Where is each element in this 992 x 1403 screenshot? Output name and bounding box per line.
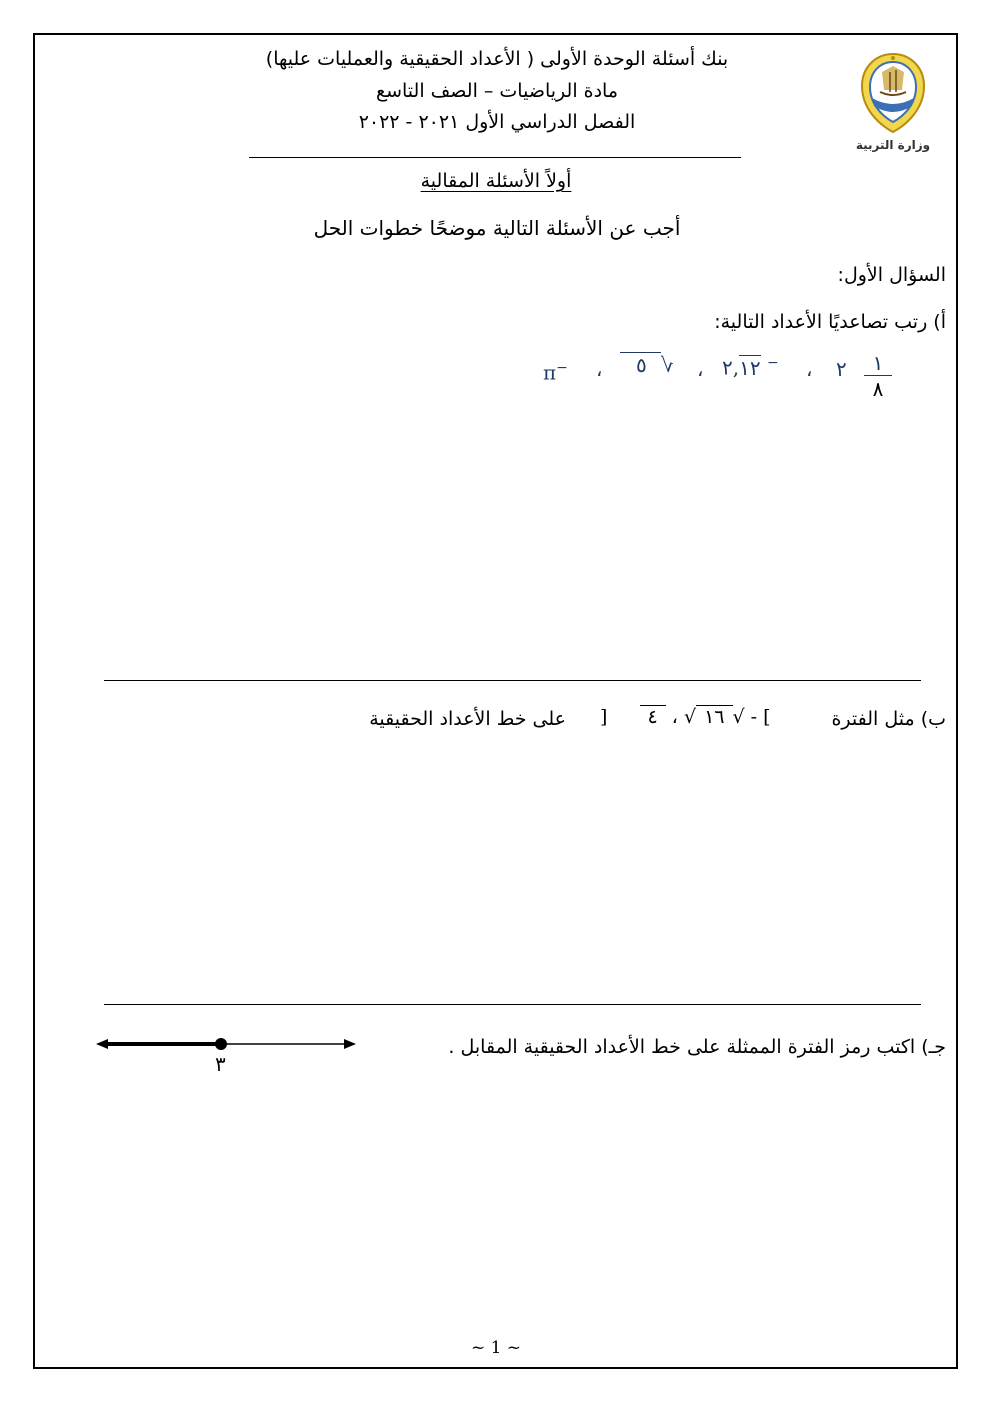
pi-symbol: π <box>543 360 557 385</box>
part-b-prompt <box>831 708 946 730</box>
interval-comma: ، <box>671 706 678 728</box>
header-title-line3: الفصل الدراسي الأول ٢٠٢١ - ٢٠٢٢ <box>358 111 636 133</box>
interval-close-bracket: ] <box>600 706 608 728</box>
sqrt-four-radicand: ٤ <box>640 705 666 728</box>
number-line <box>94 1030 360 1060</box>
repeating-digits: ١٢ <box>739 355 761 380</box>
repeating-decimal <box>722 355 779 380</box>
right-arrow-icon <box>344 1039 356 1049</box>
sqrt-sixteen-radicand: ١٦ <box>696 705 732 728</box>
header-title-line2: مادة الرياضيات – الصف التاسع <box>375 80 619 102</box>
sqrt-four-sign-icon: √ <box>732 706 745 728</box>
sqrt-five-radicand: ٥ <box>620 352 661 377</box>
part-b-text: مثل الفترة <box>831 708 915 730</box>
sqrt-five-sign-icon: √ <box>660 353 674 377</box>
part-c-prompt <box>448 1036 946 1058</box>
negative-pi <box>543 360 568 385</box>
interval-open-bracket: [ <box>763 706 771 728</box>
part-a-prompt <box>714 311 946 333</box>
interval-expression <box>600 706 771 728</box>
fraction-numerator: ١ <box>872 351 884 375</box>
part-b-prefix: ب) <box>920 708 946 730</box>
separator-3: ، <box>596 357 603 381</box>
section-instruction: أجب عن الأسئلة التالية موضحًا خطوات الحل <box>313 216 681 240</box>
pi-minus: − <box>556 360 568 376</box>
fraction-one-eighth <box>862 352 894 401</box>
ministry-logo <box>852 50 934 150</box>
ministry-label: وزارة التربية <box>855 138 931 152</box>
fraction-bar <box>864 375 892 376</box>
part-a-text: رتب تصاعديًا الأعداد التالية: <box>714 311 928 333</box>
separator-2: ، <box>697 357 704 381</box>
sqrt-sixteen-sign-icon: √ <box>683 706 697 728</box>
part-c-text: اكتب رمز الفترة الممثلة على خط الأعداد الحقيقية المقابل . <box>448 1036 916 1058</box>
part-a-prefix: أ) <box>933 311 946 333</box>
page-number: ~ 1 ~ <box>470 1338 522 1358</box>
header-divider <box>249 157 741 158</box>
sqrt-five <box>620 353 674 377</box>
part-c-prefix: جـ) <box>921 1036 946 1058</box>
fraction-denominator: ٨ <box>872 377 884 401</box>
whole-number-two: ٢ <box>836 357 847 381</box>
interval-minus: - <box>750 706 758 728</box>
header-title-line1: بنك أسئلة الوحدة الأولى ( الأعداد الحقيقية والعمليات عليها) <box>265 48 729 70</box>
repeating-minus: − <box>766 355 779 371</box>
answer-divider-b <box>104 1004 921 1005</box>
ministry-emblem-icon <box>852 50 934 136</box>
number-line-point-label: ٣ <box>215 1052 226 1076</box>
separator-1: ، <box>806 357 813 381</box>
section-heading: أولاً الأسئلة المقالية <box>420 170 572 192</box>
answer-divider-a <box>104 680 921 681</box>
question-1-label: السؤال الأول: <box>837 264 946 286</box>
left-arrow-icon <box>96 1039 108 1049</box>
part-b-suffix: على خط الأعداد الحقيقية <box>369 708 566 730</box>
closed-point-icon <box>215 1038 227 1050</box>
repeating-int: ٢, <box>722 355 740 380</box>
